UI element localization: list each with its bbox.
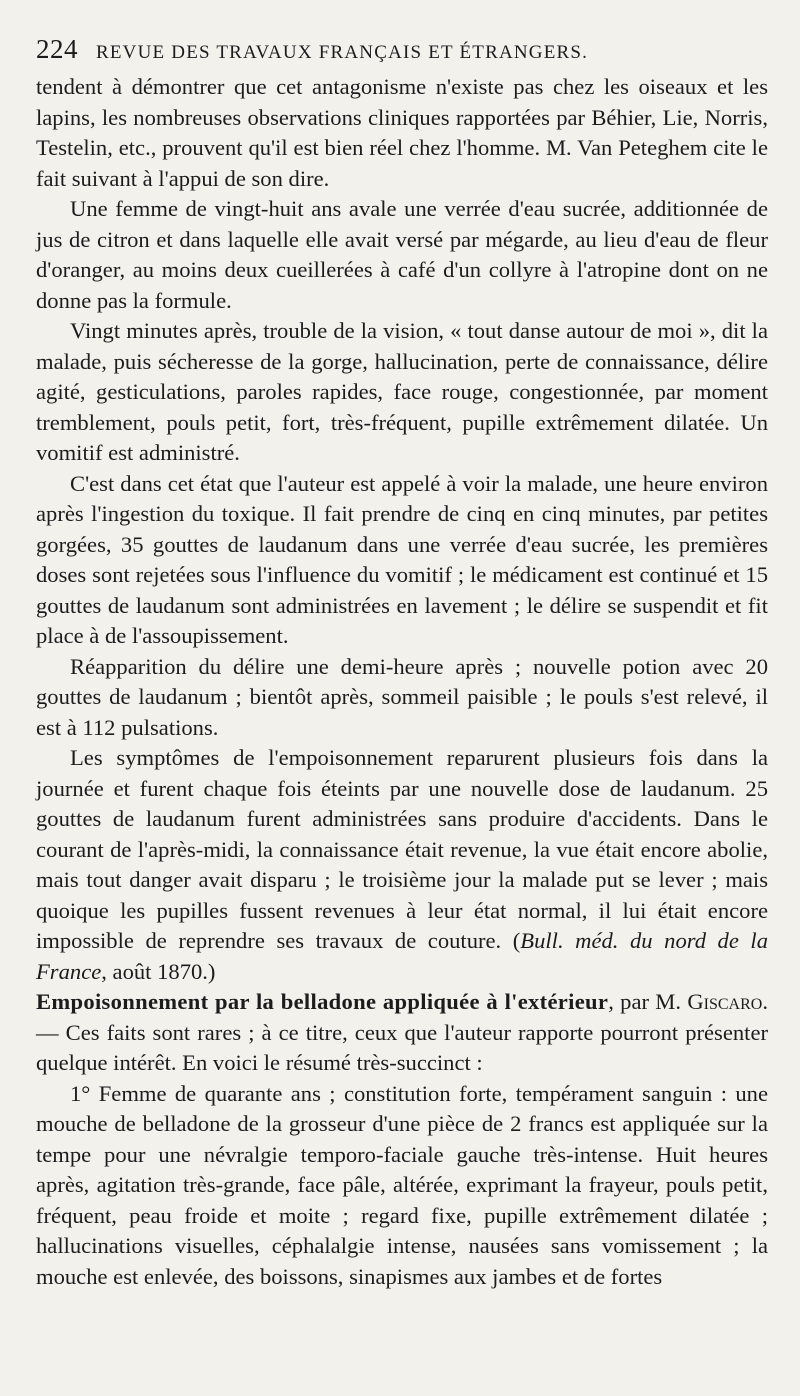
reference-date: , août 1870.) xyxy=(101,958,216,984)
paragraph-8: 1° Femme de quarante ans ; constitution forte, tempérament sanguin : une mouche de belladone de la grosseur d'une pièce de 2 francs est appliquée sur la tempe pour une névralgie temporo-faciale gauche très-intense. Huit heures après, agitation très-grande, face pâle, altérée, exprimant la frayeur, pouls petit, fréquent, peau froide et moite ; regard fixe, pupille extrêmement dilatée ; hallucinations visuelles, céphalalgie intense, nausées sans vomissement ; la mouche est enlevée, des boissons, sinapismes aux jambes et de fortes xyxy=(36,1080,768,1289)
paragraph-4: C'est dans cet état que l'auteur est appelé à voir la malade, une heure environ après l'ingestion du toxique. Il fait prendre de cinq en cinq minutes, par petites gorgées, 35 gouttes de laudanum dans une verrée d'eau sucrée, les premières doses sont rejetées sous l'influence du vomitif ; le médicament est continué et 15 gouttes de laudanum sont administrées en lavement ; le délire se suspendit et fit place à de l'assoupissement. xyxy=(36,470,768,648)
paragraph-7 xyxy=(36,987,768,1079)
paragraph-3: Vingt minutes après, trouble de la vision, « tout danse autour de moi », dit la malade, puis sécheresse de la gorge, hallucination, perte de connaissance, délire agité, gesticulations, paroles rapides, face rouge, congestionnée, par moment tremblement, pouls petit, fort, très-fréquent, pupille extrêmement dilatée. Un vomitif est administré. xyxy=(36,318,768,465)
paragraph-1: tendent à démontrer que cet antagonisme n'existe pas chez les oiseaux et les lapins, les nombreuses observations cliniques rapportées par Béhier, Lie, Norris, Testelin, etc., prouvent qu'il est bien réel chez l'homme. M. Van Peteghem cite le fait suivant à l'appui de son dire. xyxy=(36,74,768,191)
body-text xyxy=(36,72,768,1292)
section-author: Giscaro xyxy=(687,989,763,1014)
paragraph-6 xyxy=(36,743,768,987)
section-intro: .— Ces faits sont rares ; à ce titre, ceux que l'auteur rapporte pourront présenter quelque intérêt. En voici le résumé très-succinct : xyxy=(36,989,768,1075)
reference-open: ( xyxy=(501,928,521,953)
running-head xyxy=(36,34,768,72)
reference-source: Bull. méd. du nord de la France xyxy=(36,928,768,984)
journal-title: REVUE DES TRAVAUX FRANÇAIS ET ÉTRANGERS. xyxy=(96,42,589,63)
page-number: 224 xyxy=(36,34,78,64)
section-title: Empoisonnement par la belladone appliquée à l'extérieur xyxy=(36,989,609,1014)
paragraph-2: Une femme de vingt-huit ans avale une verrée d'eau sucrée, additionnée de jus de citron et dans laquelle elle avait versé par mégarde, au lieu d'eau de fleur d'oranger, au moins deux cueillerées à café d'un collyre à l'atropine dont on ne donne pas la formule. xyxy=(36,196,768,313)
paragraph-5: Réapparition du délire une demi-heure après ; nouvelle potion avec 20 gouttes de laudanum ; bientôt après, sommeil paisible ; le pouls s'est relevé, il est à 112 pulsations. xyxy=(36,653,768,740)
section-by: , par M. xyxy=(608,989,688,1014)
paragraph-6-text: Les symptômes de l'empoisonnement reparurent plusieurs fois dans la journée et furent chaque fois éteints par une nouvelle dose de laudanum. 25 gouttes de laudanum furent administrées sans produire d'accidents. Dans le courant de l'après-midi, la connaissance était revenue, la vue était encore abolie, mais tout danger avait disparu ; le troisième jour la malade put se lever ; mais quoique les pupilles fussent revenues à leur état normal, il lui était encore impossible de reprendre ses travaux de couture. xyxy=(36,745,768,953)
